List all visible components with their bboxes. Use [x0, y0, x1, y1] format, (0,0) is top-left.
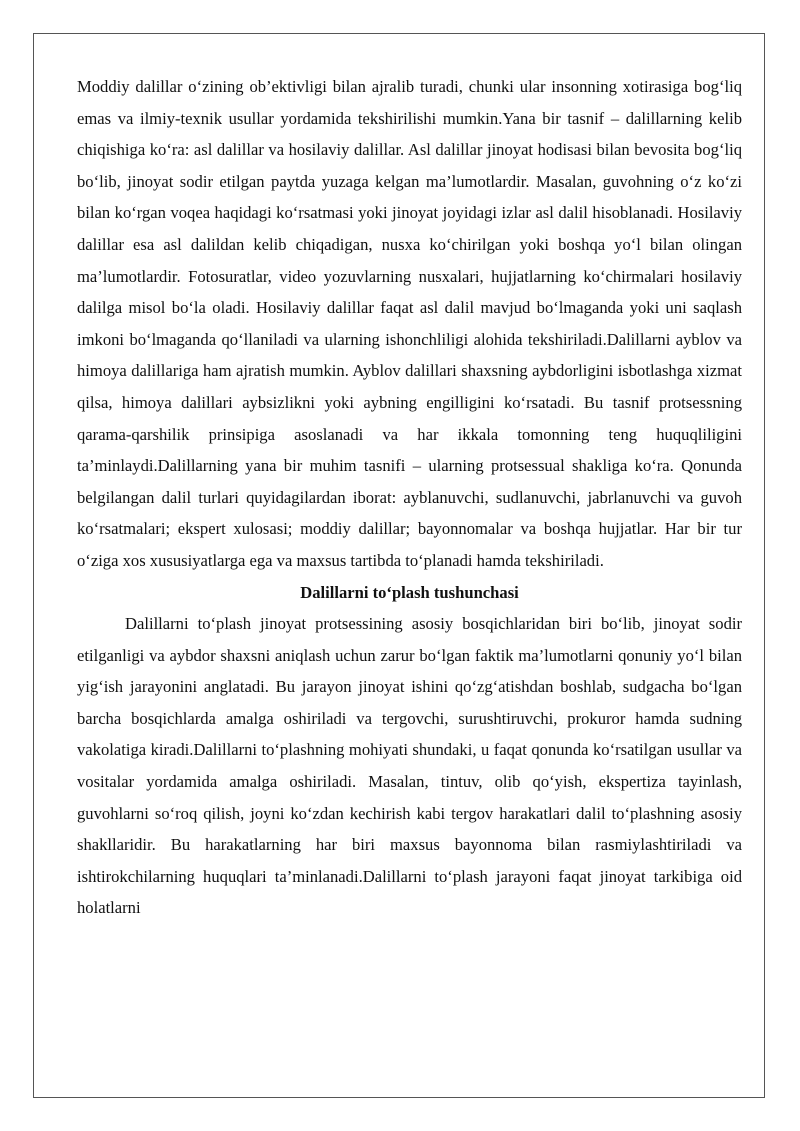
section-heading: Dalillarni to‘plash tushunchasi [300, 582, 519, 602]
document-body [77, 71, 742, 924]
paragraph-evidence-classification: Moddiy dalillar o‘zining ob’ektivligi bilan ajralib turadi, chunki ular insonning xotirasiga bog‘liq emas va ilmiy-texnik usullar yordamida tekshirilishi mumkin.Yana bir tasnif – dalillarning kelib chiqishiga ko‘ra: asl dalillar va hosilaviy dalillar. Asl dalillar jinoyat hodisasi bilan bevosita bog‘liq bo‘lib, jinoyat sodir etilgan paytda yuzaga kelgan ma’lumotlardir. Masalan, guvohning o‘z ko‘zi bilan ko‘rgan voqea haqidagi ko‘rsatmasi yoki jinoyat joyidagi izlar asl dalil hisoblanadi. Hosilaviy dalillar esa asl dalildan kelib chiqadigan, nusxa ko‘chirilgan yoki boshqa yo‘l bilan olingan ma’lumotlardir. Fotosuratlar, video yozuvlarning nusxalari, hujjatlarning ko‘chirmalari hosilaviy dalilga misol bo‘la oladi. Hosilaviy dalillar faqat asl dalil mavjud bo‘lmaganda yoki uni saqlash imkoni bo‘lmaganda qo‘llaniladi va ularning ishonchliligi alohida tekshiriladi.Dalillarni ayblov va himoya dalillariga ham ajratish mumkin. Ayblov dalillari shaxsning aybdorligini isbotlashga xizmat qilsa, himoya dalillari aybsizlikni yoki aybning engilligini ko‘rsatadi. Bu tasnif protsessning qarama-qarshilik prinsipiga asoslanadi va har ikkala tomonning teng huquqliligini ta’minlaydi.Dalillarning yana bir muhim tasnifi – ularning protsessual shakliga ko‘ra. Qonunda belgilangan dalil turlari quyidagilardan iborat: ayblanuvchi, sudlanuvchi, jabrlanuvchi va guvoh ko‘rsatmalari; ekspert xulosasi; moddiy dalillar; bayonnomalar va boshqa hujjatlar. Har bir tur o‘ziga xos xususiyatlarga ega va maxsus tartibda to‘planadi hamda tekshiriladi. [77, 77, 742, 570]
paragraph-evidence-collection: Dalillarni to‘plash jinoyat protsessining asosiy bosqichlaridan biri bo‘lib, jinoyat sodir etilganligi va aybdor shaxsni aniqlash uchun zarur bo‘lgan faktik ma’lumotlarni qonuniy yo‘l bilan yig‘ish jarayonini anglatadi. Bu jarayon jinoyat ishini qo‘zg‘atishdan boshlab, sudgacha bo‘lgan barcha bosqichlarda amalga oshiriladi va tergovchi, surushtiruvchi, prokuror hamda sudning vakolatiga kiradi.Dalillarni to‘plashning mohiyati shundaki, u faqat qonunda ko‘rsatilgan usullar va vositalar yordamida amalga oshiriladi. Masalan, tintuv, olib qo‘yish, ekspertiza tayinlash, guvohlarni so‘roq qilish, joyni ko‘zdan kechirish kabi tergov harakatlari dalil to‘plashning asosiy shakllaridir. Bu harakatlarning har biri maxsus bayonnoma bilan rasmiylashtiriladi va ishtirokchilarning huquqlari ta’minlanadi.Dalillarni to‘plash jarayoni faqat jinoyat tarkibiga oid holatlarni [77, 614, 742, 918]
